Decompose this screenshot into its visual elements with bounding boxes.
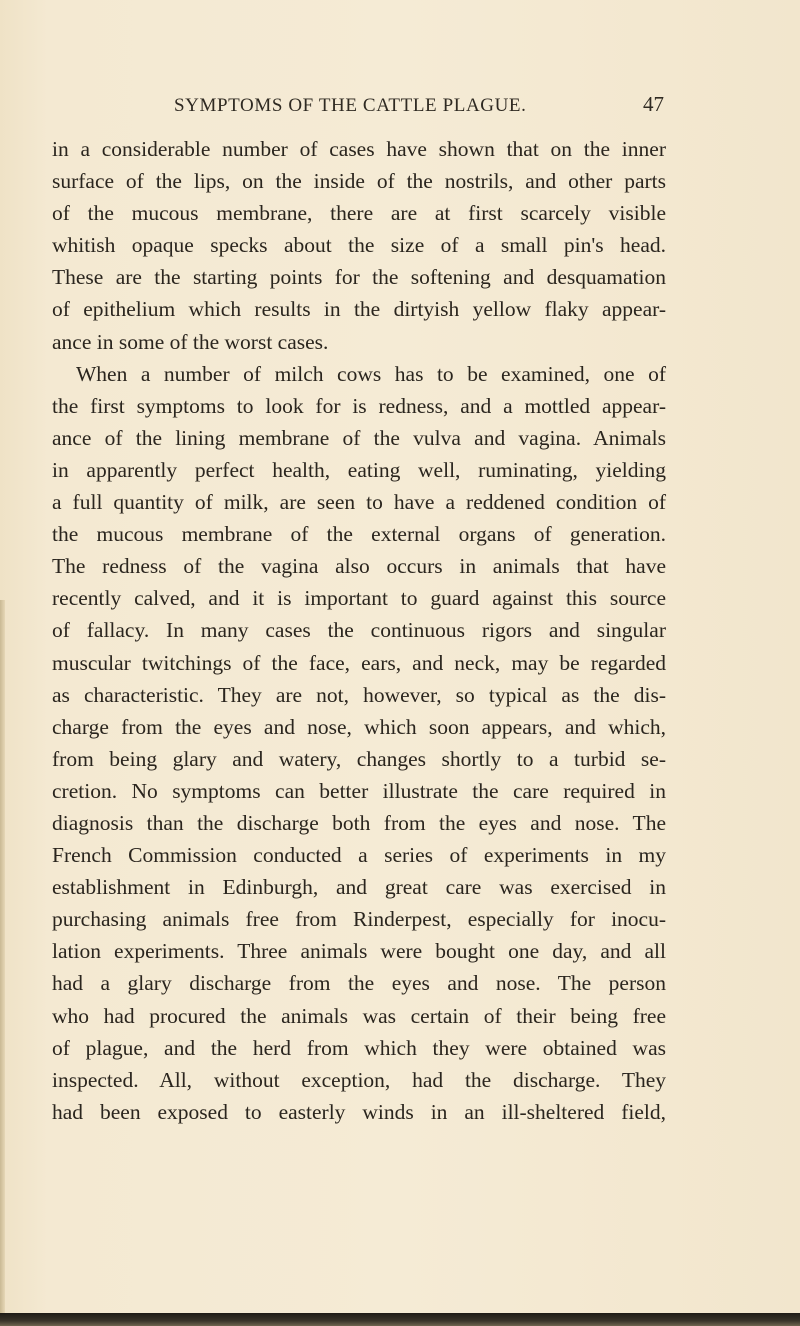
text-line: the first symptoms to look for is redness, and a mottled appear- [52,393,666,418]
text-line: from being glary and watery, changes shortly to a turbid se- [52,746,666,771]
text-line: muscular twitchings of the face, ears, and neck, may be regarded [52,650,666,675]
text-line: in a considerable number of cases have shown that on the inner [52,137,666,161]
text-line: establishment in Edinburgh, and great care was exercised in [52,875,666,900]
text-line: cretion. No symptoms can better illustrate the care required in [52,778,666,803]
text-line: When a number of milch cows has to be examined, one of [76,361,666,386]
running-head [52,92,664,117]
text-line: had been exposed to easterly winds in an ill-sheltered field, [52,1099,666,1124]
text-line: whitish opaque specks about the size of a small pin's head. [52,233,666,258]
text-line: a full quantity of milk, are seen to have a reddened condition of [52,490,666,515]
text-line: purchasing animals free from Rinderpest, especially for inocu- [52,907,666,932]
text-line: ance of the lining membrane of the vulva and vagina. Animals [52,425,666,450]
text-line: inspected. All, without exception, had the discharge. They [52,1067,666,1092]
running-title: SYMPTOMS OF THE CATTLE PLAGUE. [174,95,527,116]
text-line: of fallacy. In many cases the continuous rigors and singular [52,618,666,643]
text-line: of the mucous membrane, there are at first scarcely visible [52,201,666,226]
text-line: ance in some of the worst cases. [52,329,329,354]
body-text [52,133,666,1128]
page-bottom-edge [0,1313,800,1326]
text-line: of epithelium which results in the dirtyish yellow flaky appear- [52,297,666,322]
text-line: of plague, and the herd from which they were obtained was [52,1035,666,1060]
text-line: The redness of the vagina also occurs in animals that have [52,554,666,579]
text-line: surface of the lips, on the inside of the nostrils, and other parts [52,169,666,194]
page-binding-edge [0,600,5,1326]
text-line: the mucous membrane of the external organs of generation. [52,522,666,547]
text-line: in apparently perfect health, eating well, ruminating, yielding [52,457,666,482]
text-line: had a glary discharge from the eyes and nose. The person [52,971,666,996]
text-line: These are the starting points for the softening and desquamation [52,265,666,290]
text-line: recently calved, and it is important to guard against this source [52,586,666,611]
text-line: lation experiments. Three animals were bought one day, and all [52,939,666,964]
text-line: diagnosis than the discharge both from the eyes and nose. The [52,810,666,835]
page-number: 47 [643,92,664,116]
text-line: as characteristic. They are not, however, so typical as the dis- [52,682,666,707]
text-line: French Commission conducted a series of experiments in my [52,843,666,868]
text-line: who had procured the animals was certain of their being free [52,1003,666,1028]
text-line: charge from the eyes and nose, which soon appears, and which, [52,714,666,739]
